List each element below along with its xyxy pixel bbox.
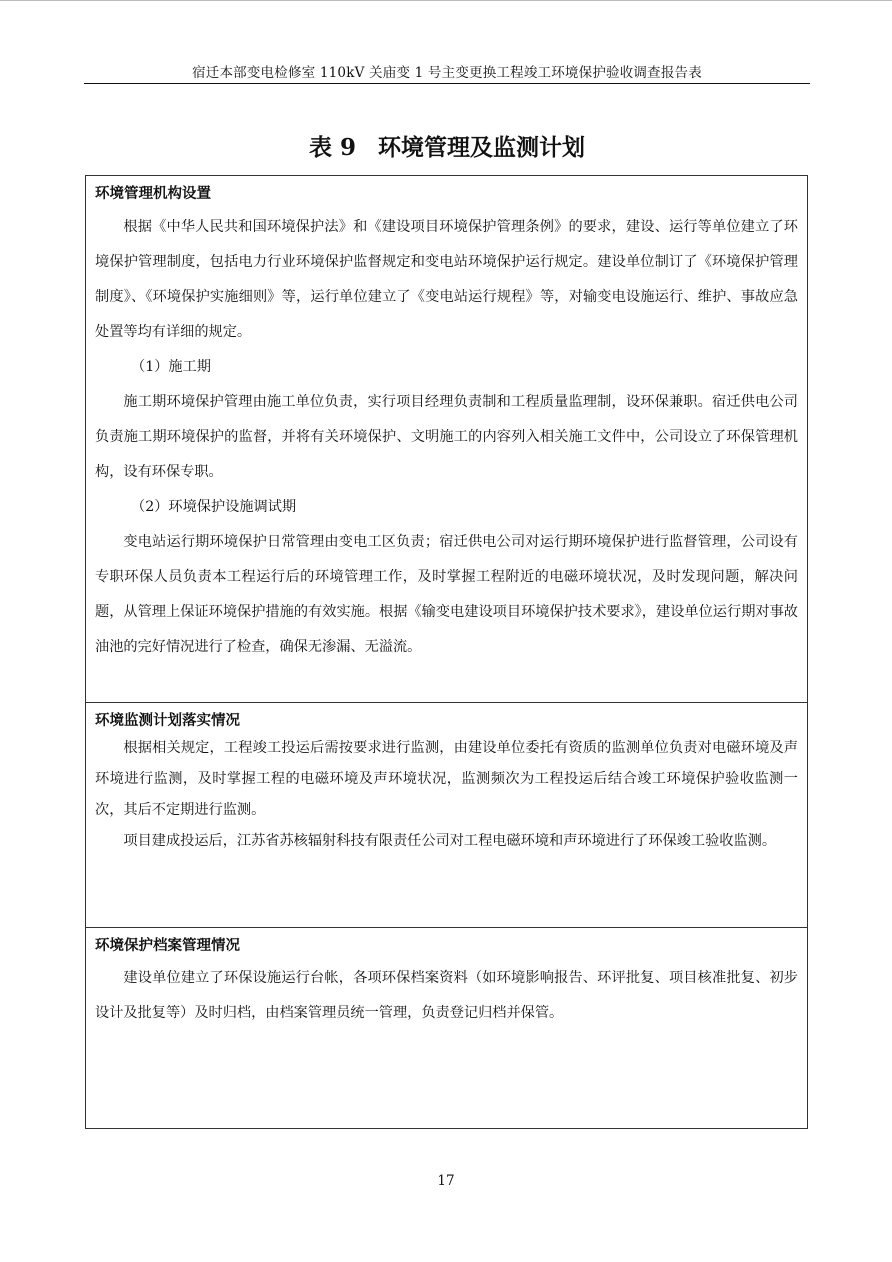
management-table [85,175,808,1129]
paragraph: 根据相关规定，工程竣工投运后需按要求进行监测，由建设单位委托有资质的监测单位负责对电磁环境及声环境进行监测，及时掌握工程的电磁环境及声环境状况，监测频次为工程投运后结合竣工环境保护验收监测一次，其后不定期进行监测。 [95,740,798,818]
section-management-organization [86,176,807,702]
document-title [84,132,810,164]
running-header: 宿迁本部变电检修室 110kV 关庙变 1 号主变更换工程竣工环境保护验收调查报告表 [192,65,702,81]
paragraph: 根据《中华人民共和国环境保护法》和《建设项目环境保护管理条例》的要求，建设、运行等单位建立了环境保护管理制度，包括电力行业环境保护监督规定和变电站环境保护运行规定。建设单位制订了《环境保护管理制度》、《环境保护实施细则》等，运行单位建立了《变电站运行规程》等，对输变电设施运行、维护、事故应急处置等均有详细的规定。 [95,219,798,340]
section-monitoring-plan [86,702,807,927]
header-rule [84,83,810,84]
page-number: 17 [437,1173,455,1189]
section-heading: 环境保护档案管理情况 [95,938,240,954]
subheading-commissioning-period: （2）环境保护设施调试期 [131,499,297,515]
paragraph: 变电站运行期环境保护日常管理由变电工区负责；宿迁供电公司对运行期环境保护进行监督管理，公司设有专职环保人员负责本工程运行后的环境管理工作，及时掌握工程附近的电磁环境状况，及时发现问题，解决问题，从管理上保证环境保护措施的有效实施。根据《输变电建设项目环境保护技术要求》，建设单位运行期对事故油池的完好情况进行了检查，确保无渗漏、无溢流。 [95,534,798,655]
paragraph: 项目建成投运后，江苏省苏核辐射科技有限责任公司对工程电磁环境和声环境进行了环保竣工验收监测。 [123,833,777,849]
subheading-construction-period: （1）施工期 [131,359,211,375]
top-edge-rule [0,0,892,1]
section-archive-management [86,927,807,1128]
title-text: 环境管理及监测计划 [378,134,585,161]
section-heading: 环境管理机构设置 [95,186,211,202]
paragraph: 施工期环境保护管理由施工单位负责，实行项目经理负责制和工程质量监理制，设环保兼职。宿迁供电公司负责施工期环境保护的监督，并将有关环境保护、文明施工的内容列入相关施工文件中，公司设立了环保管理机构，设有环保专职。 [95,394,798,480]
section-heading: 环境监测计划落实情况 [95,713,240,729]
table-number: 表 9 [308,134,356,161]
paragraph: 建设单位建立了环保设施运行台帐，各项环保档案资料（如环境影响报告、环评批复、项目核准批复、初步设计及批复等）及时归档，由档案管理员统一管理，负责登记归档并保管。 [95,970,798,1021]
